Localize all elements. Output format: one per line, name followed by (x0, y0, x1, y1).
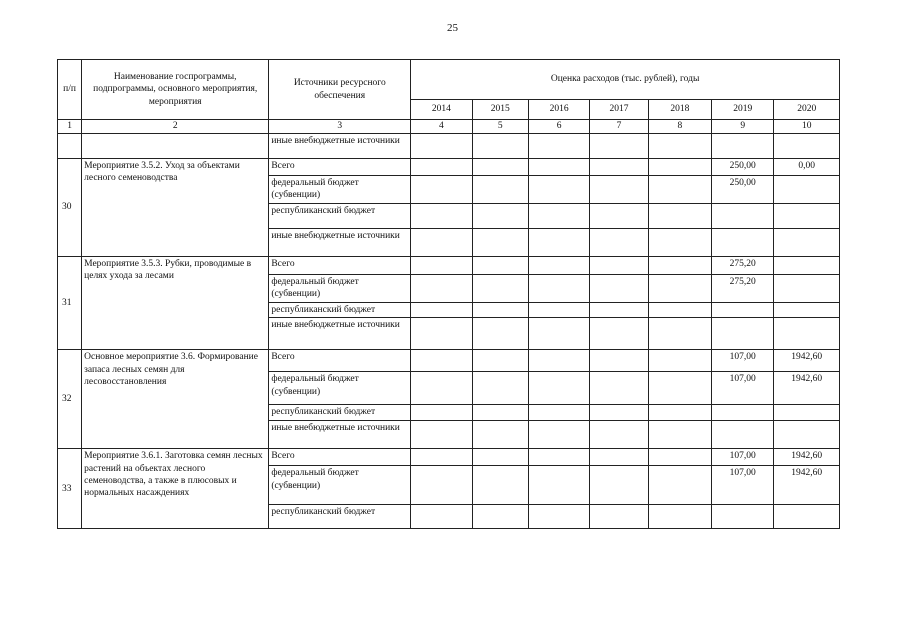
value-2014 (411, 350, 472, 372)
value-2014 (411, 449, 472, 466)
header-num: п/п (58, 60, 82, 120)
value-2016 (528, 159, 589, 176)
funding-source: Всего (269, 159, 411, 176)
table-header (58, 60, 840, 134)
column-number: 9 (712, 120, 774, 134)
header-name: Наименование госпрограммы, подпрограммы, основного мероприятия, мероприятия (82, 60, 269, 120)
value-2020 (774, 318, 840, 350)
value-2015 (472, 372, 528, 405)
measure-name: Мероприятие 3.5.2. Уход за объектами лесного семеноводства (82, 159, 269, 257)
header-year-2017: 2017 (590, 100, 648, 120)
value-2015 (472, 318, 528, 350)
value-2018 (648, 257, 711, 275)
value-2016 (528, 229, 589, 257)
value-2020 (774, 204, 840, 229)
header-year-2019: 2019 (712, 100, 774, 120)
header-year-2016: 2016 (528, 100, 589, 120)
value-2015 (472, 449, 528, 466)
value-2018 (648, 204, 711, 229)
value-2016 (528, 204, 589, 229)
value-2016 (528, 405, 589, 421)
value-2019: 107,00 (712, 449, 774, 466)
value-2018 (648, 318, 711, 350)
value-2015 (472, 405, 528, 421)
value-2019 (712, 421, 774, 449)
header-year-2020: 2020 (774, 100, 840, 120)
value-2019: 107,00 (712, 350, 774, 372)
value-2020 (774, 405, 840, 421)
funding-source: федеральный бюджет (субвенции) (269, 466, 411, 505)
value-2016 (528, 466, 589, 505)
value-2017 (590, 303, 648, 318)
value-2017 (590, 159, 648, 176)
funding-source: республиканский бюджет (269, 505, 411, 529)
value-2015 (472, 159, 528, 176)
header-year-2015: 2015 (472, 100, 528, 120)
value-2015 (472, 204, 528, 229)
column-number: 1 (58, 120, 82, 134)
value-2019 (712, 204, 774, 229)
value-2018 (648, 303, 711, 318)
value-2020: 1942,60 (774, 449, 840, 466)
value-2018 (648, 176, 711, 204)
value-2019 (712, 318, 774, 350)
continuation-row (58, 134, 840, 159)
table-row (58, 159, 840, 176)
value-2016 (528, 176, 589, 204)
funding-source: федеральный бюджет (субвенции) (269, 176, 411, 204)
value-2016 (528, 275, 589, 303)
value-2019: 250,00 (712, 176, 774, 204)
value-2015 (472, 229, 528, 257)
value-2016 (528, 318, 589, 350)
value-2018 (648, 405, 711, 421)
value-2020 (774, 303, 840, 318)
value-2020: 1942,60 (774, 350, 840, 372)
value-2014 (411, 176, 472, 204)
column-numbers-row (58, 120, 840, 134)
value-2014 (411, 303, 472, 318)
value-2020 (774, 229, 840, 257)
value-2019: 107,00 (712, 372, 774, 405)
value-2017 (590, 350, 648, 372)
value-2019 (712, 405, 774, 421)
value-2016 (528, 505, 589, 529)
value-2020: 1942,60 (774, 466, 840, 505)
value-2015 (472, 303, 528, 318)
value-2015 (472, 275, 528, 303)
value-2020: 0,00 (774, 159, 840, 176)
value-2014 (411, 372, 472, 405)
value-2020 (774, 257, 840, 275)
funding-source: Всего (269, 257, 411, 275)
header-year-2018: 2018 (648, 100, 711, 120)
value-2016 (528, 372, 589, 405)
funding-source: федеральный бюджет (субвенции) (269, 372, 411, 405)
value-2016 (528, 303, 589, 318)
value-2014 (411, 318, 472, 350)
value-2016 (528, 350, 589, 372)
value-2017 (590, 372, 648, 405)
value-2017 (590, 318, 648, 350)
value-2017 (590, 449, 648, 466)
budget-table (57, 59, 840, 529)
value-2015 (472, 257, 528, 275)
value-2017 (590, 229, 648, 257)
column-number: 7 (590, 120, 648, 134)
cell-source: иные внебюджетные источники (269, 134, 411, 159)
measure-name: Основное мероприятие 3.6. Формирование запаса лесных семян для лесовосстановления (82, 350, 269, 449)
measure-name: Мероприятие 3.5.3. Рубки, проводимые в целях ухода за лесами (82, 257, 269, 350)
column-number: 2 (82, 120, 269, 134)
value-2019 (712, 229, 774, 257)
value-2019 (712, 505, 774, 529)
value-2014 (411, 275, 472, 303)
value-2014 (411, 204, 472, 229)
row-number: 33 (58, 449, 82, 529)
value-2014 (411, 505, 472, 529)
column-number: 6 (528, 120, 589, 134)
value-2014 (411, 257, 472, 275)
value-2014 (411, 405, 472, 421)
funding-source: республиканский бюджет (269, 204, 411, 229)
value-2017 (590, 421, 648, 449)
value-2020 (774, 176, 840, 204)
value-2018 (648, 466, 711, 505)
value-2019: 250,00 (712, 159, 774, 176)
value-2019: 275,20 (712, 275, 774, 303)
measure-name: Мероприятие 3.6.1. Заготовка семян лесных растений на объектах лесного семеноводства, а также в плюсовых и нормальных насаждениях (82, 449, 269, 529)
cell-name (82, 134, 269, 159)
header-year-2014: 2014 (411, 100, 472, 120)
funding-source: иные внебюджетные источники (269, 318, 411, 350)
value-2015 (472, 421, 528, 449)
row-number: 32 (58, 350, 82, 449)
value-2014 (411, 229, 472, 257)
funding-source: республиканский бюджет (269, 405, 411, 421)
row-number: 30 (58, 159, 82, 257)
value-2016 (528, 449, 589, 466)
funding-source: Всего (269, 449, 411, 466)
funding-source: иные внебюджетные источники (269, 421, 411, 449)
value-2018 (648, 449, 711, 466)
column-number: 8 (648, 120, 711, 134)
value-2018 (648, 421, 711, 449)
value-2016 (528, 421, 589, 449)
value-2017 (590, 405, 648, 421)
value-2018 (648, 350, 711, 372)
value-2015 (472, 176, 528, 204)
value-2018 (648, 159, 711, 176)
value-2014 (411, 159, 472, 176)
value-2020 (774, 275, 840, 303)
table-body (58, 134, 840, 529)
column-number: 3 (269, 120, 411, 134)
column-number: 10 (774, 120, 840, 134)
value-2016 (528, 257, 589, 275)
table-row (58, 350, 840, 372)
value-2017 (590, 204, 648, 229)
value-2020 (774, 421, 840, 449)
column-number: 4 (411, 120, 472, 134)
page-number: 25 (447, 22, 458, 34)
value-2017 (590, 257, 648, 275)
value-2020 (774, 505, 840, 529)
value-2017 (590, 176, 648, 204)
value-2017 (590, 466, 648, 505)
value-2020: 1942,60 (774, 372, 840, 405)
value-2014 (411, 421, 472, 449)
value-2018 (648, 275, 711, 303)
header-sources: Источники ресурсного обеспечения (269, 60, 411, 120)
funding-source: иные внебюджетные источники (269, 229, 411, 257)
funding-source: республиканский бюджет (269, 303, 411, 318)
header-estimate: Оценка расходов (тыс. рублей), годы (411, 60, 840, 100)
cell-num (58, 134, 82, 159)
value-2017 (590, 275, 648, 303)
value-2017 (590, 505, 648, 529)
value-2018 (648, 229, 711, 257)
value-2015 (472, 350, 528, 372)
value-2018 (648, 505, 711, 529)
table-row (58, 449, 840, 466)
value-2015 (472, 505, 528, 529)
funding-source: федеральный бюджет (субвенции) (269, 275, 411, 303)
value-2019: 275,20 (712, 257, 774, 275)
value-2014 (411, 466, 472, 505)
value-2018 (648, 372, 711, 405)
row-number: 31 (58, 257, 82, 350)
funding-source: Всего (269, 350, 411, 372)
value-2019 (712, 303, 774, 318)
value-2015 (472, 466, 528, 505)
column-number: 5 (472, 120, 528, 134)
table-row (58, 257, 840, 275)
value-2019: 107,00 (712, 466, 774, 505)
